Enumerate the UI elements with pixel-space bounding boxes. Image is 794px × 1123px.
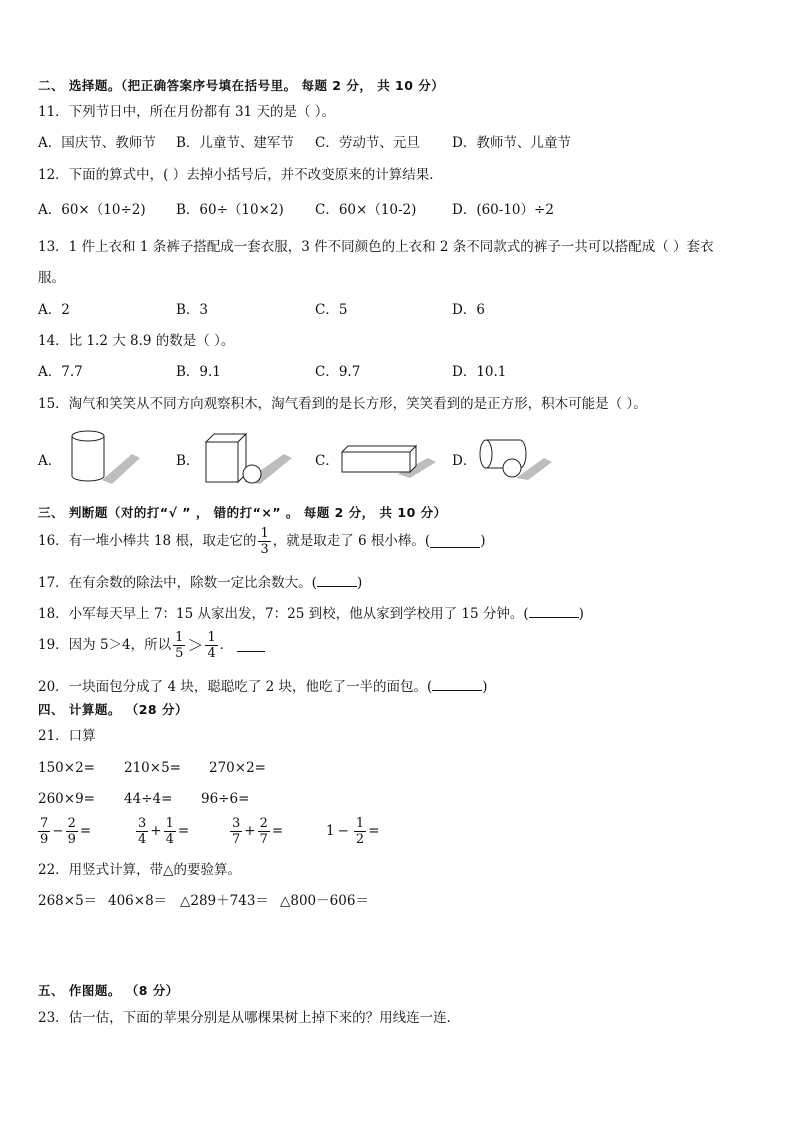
question-11-stem: 11．下列节日中，所在月份都有 31 天的是（ ）。 [38,104,335,120]
q21-e1-d1: 9 [40,832,49,847]
q21-e1-eq: = [79,822,92,839]
q21-fraction-expr-1 [36,816,91,847]
q21-row2-item1: 260×9= [38,791,95,807]
q21-e1-n2: 2 [67,816,76,831]
q11-option-c: C．劳动节、元旦 [315,135,420,151]
q16-text-post: ，就是取走了 6 根小棒。( [272,532,431,549]
q19-f1-denominator: 5 [175,646,184,661]
question-15-stem: 15．淘气和笑笑从不同方向观察积木，淘气看到的是长方形，笑笑看到的是正方形，积木可能是（ ）。 [38,396,647,412]
q19-answer-blank[interactable] [237,639,265,652]
section-2-title: 二、 选择题。（把正确答案序号填在括号里。 每题 2 分， 共 10 分） [38,78,445,93]
q21-e1-op: − [52,822,64,839]
q13-option-c: C．5 [315,302,348,318]
section-3-title: 三、 判断题（对的打“√ ” ， 错的打“×” 。 每题 2 分， 共 10 分） [38,505,447,520]
question-18 [38,605,584,622]
q14-option-c: C．9.7 [315,364,361,380]
q20-close-paren: ) [482,679,488,695]
q12-option-c: C．60×（10-2) [315,202,417,218]
q11-option-a: A．国庆节、教师节 [38,135,156,151]
q21-e2-op: + [150,822,162,839]
question-13-stem-cont: 服。 [38,270,65,286]
q20-text: 20．一块面包分成了 4 块，聪聪吃了 2 块，他吃了一半的面包。( [38,679,433,695]
q11-option-b: B．儿童节、建军节 [176,135,294,151]
q16-close-paren: ) [480,532,486,549]
q16-answer-blank[interactable] [430,535,480,548]
q15-option-b: B． [176,453,200,469]
q21-e2-eq: = [177,822,190,839]
q21-e3-n1: 3 [232,816,241,831]
section-4-title: 四、 计算题。 （28 分） [38,702,188,717]
q19-f1-numerator: 1 [175,630,184,645]
q19-fraction-1 [173,630,185,661]
q21-e2-n2: 1 [165,816,174,831]
q18-close-paren: ) [578,606,584,622]
q17-answer-blank[interactable] [317,574,357,587]
q21-e3-n2: 2 [259,816,268,831]
question-13-stem: 13．1 件上衣和 1 条裤子搭配成一套衣服，3 件不同颜色的上衣和 2 条不同款式的裤子一共可以搭配成（ ）套衣 [38,239,714,255]
q16-text-pre: 16．有一堆小棒共 18 根，取走它的 [38,532,257,549]
q19-f2-denominator: 4 [207,646,216,661]
q18-text: 18．小军每天早上 7：15 从家出发，7：25 到校，他从家到学校用了 15 分钟。( [38,606,529,622]
q21-e4-d2: 2 [355,832,365,847]
q22-item-2: 406×8＝ [108,893,168,909]
cylinder-upright-figure [62,428,142,486]
q20-answer-blank[interactable] [432,678,482,691]
q16-denominator: 3 [260,542,269,557]
q18-answer-blank[interactable] [529,605,579,618]
q21-e1-n1: 7 [40,816,49,831]
q13-option-d: D．6 [452,302,485,318]
q21-e3-d2: 7 [259,832,268,847]
q21-row1-item1: 150×2= [38,760,95,776]
q19-greater-than: ＞ [187,635,204,655]
q17-text: 17．在有余数的除法中，除数一定比余数大。( [38,575,317,591]
q12-option-b: B．60÷（10×2) [176,202,284,218]
q22-item-1: 268×5＝ [38,893,98,909]
q14-option-b: B．9.1 [176,364,221,380]
q14-option-a: A．7.7 [38,364,83,380]
question-14-stem: 14．比 1.2 大 8.9 的数是（ ）。 [38,333,235,349]
q15-option-d: D． [452,453,477,469]
q21-fraction-expr-4 [326,816,380,847]
q13-option-b: B．3 [176,302,209,318]
q16-fraction [258,526,270,557]
question-17 [38,574,362,591]
q11-option-d: D．教师节、儿童节 [452,135,571,151]
q21-e2-d1: 4 [138,832,147,847]
q13-option-a: A．2 [38,302,70,318]
section-5-title: 五、 作图题。 （8 分） [38,983,179,998]
question-12-stem: 12．下面的算式中，( ）去掉小括号后，并不改变原来的计算结果． [38,167,443,183]
q21-e1-d2: 9 [67,832,76,847]
q21-e3-eq: = [271,822,284,839]
question-23-stem: 23．估一估，下面的苹果分别是从哪棵果树上掉下来的？用线连一连． [38,1010,461,1026]
q12-option-a: A．60×（10÷2) [38,202,146,218]
q22-item-3: △289＋743＝ [180,893,269,909]
q21-e2-n1: 3 [138,816,147,831]
q21-e2-d2: 4 [165,832,174,847]
q21-row1-item3: 270×2= [209,760,266,776]
q21-e4-eq: = [368,822,380,839]
q21-row2-item2: 44÷4= [124,791,173,807]
q21-e4-whole: 1 [326,822,335,839]
question-22-label: 22．用竖式计算，带△的要验算。 [38,862,242,878]
q14-option-d: D．10.1 [452,364,507,380]
question-19 [38,630,265,661]
question-20 [38,678,488,695]
q19-text-pre: 19．因为 5＞4，所以 [38,636,172,653]
q21-e4-op: − [337,822,349,839]
q15-option-a: A． [38,453,62,469]
cube-with-ball-figure [200,428,292,486]
q21-row2-item3: 96÷6= [201,791,250,807]
q15-option-c: C． [315,453,339,469]
q19-f2-numerator: 1 [207,630,216,645]
q19-text-post: ． [219,636,234,653]
question-16 [38,526,485,557]
q21-fraction-expr-3 [228,816,283,847]
q21-row1-item2: 210×5= [124,760,181,776]
cuboid-figure [338,440,436,480]
q17-close-paren: ) [356,575,363,591]
cylinder-lying-with-ball-figure [476,436,554,482]
q21-fraction-expr-2 [134,816,189,847]
q12-option-d: D．(60-10）÷2 [452,202,554,218]
q22-item-4: △800－606＝ [280,893,369,909]
q21-e3-d1: 7 [232,832,241,847]
q16-numerator: 1 [260,526,269,541]
q21-e4-n2: 1 [355,816,365,831]
q19-fraction-2 [205,630,217,661]
question-21-label: 21．口算 [38,728,96,744]
q21-e3-op: + [244,822,256,839]
